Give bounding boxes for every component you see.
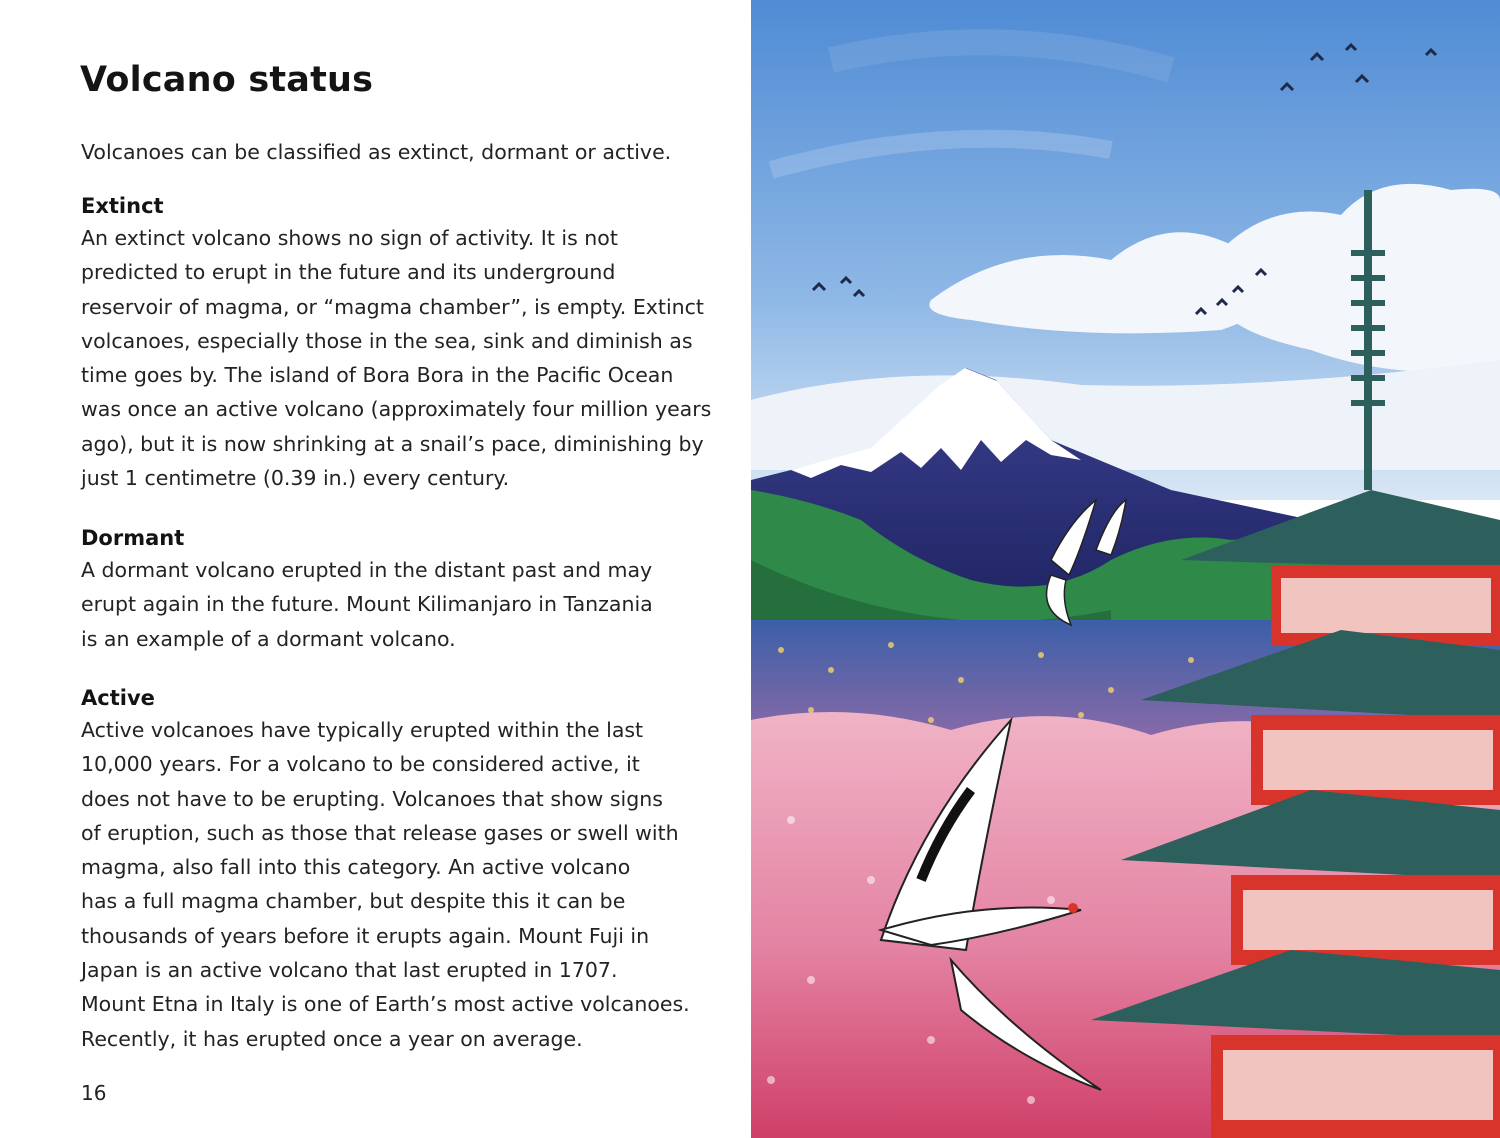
body-line: is an example of a dormant volcano. — [81, 626, 456, 651]
body-line: Japan is an active volcano that last erupted in 1707. — [81, 958, 618, 983]
body-line: reservoir of magma, or “magma chamber”, is empty. Extinct — [81, 294, 704, 319]
section-extinct — [81, 191, 712, 495]
body-line: of eruption, such as those that release gases or swell with — [81, 820, 679, 845]
section-dormant — [81, 523, 681, 656]
body-line: just 1 centimetre (0.39 in.) every century. — [81, 466, 510, 491]
body-line: Recently, it has erupted once a year on average. — [81, 1026, 583, 1051]
body-line: ago), but it is now shrinking at a snail’s pace, diminishing by — [81, 431, 704, 456]
page-number: 16 — [81, 1081, 107, 1105]
body-line: 10,000 years. For a volcano to be considered active, it — [81, 752, 640, 777]
body-line: time goes by. The island of Bora Bora in the Pacific Ocean — [81, 363, 674, 388]
section-heading: Dormant — [81, 526, 185, 550]
body-line: thousands of years before it erupts again. Mount Fuji in — [81, 923, 650, 948]
body-line: magma, also fall into this category. An active volcano — [81, 855, 631, 880]
body-line: A dormant volcano erupted in the distant past and may — [81, 558, 653, 582]
body-line: volcanoes, especially those in the sea, sink and diminish as — [81, 328, 693, 353]
body-line: Active volcanoes have typically erupted within the last — [81, 718, 644, 742]
body-line: does not have to be erupting. Volcanoes that show signs — [81, 786, 663, 811]
section-heading: Extinct — [81, 194, 164, 218]
body-line: predicted to erupt in the future and its underground — [81, 260, 616, 285]
section-heading: Active — [81, 686, 155, 710]
body-line: was once an active volcano (approximately four million years — [81, 397, 712, 422]
body-line: An extinct volcano shows no sign of activity. It is not — [81, 226, 618, 250]
body-line: Mount Etna in Italy is one of Earth’s most active volcanoes. — [81, 992, 690, 1017]
page-title: Volcano status — [80, 60, 374, 100]
section-active — [81, 683, 690, 1056]
body-line: erupt again in the future. Mount Kilimanjaro in Tanzania — [81, 592, 653, 617]
body-line: has a full magma chamber, but despite this it can be — [81, 889, 626, 914]
fuji-pagoda-illustration — [751, 0, 1500, 1138]
intro-paragraph: Volcanoes can be classified as extinct, dormant or active. — [81, 140, 672, 164]
